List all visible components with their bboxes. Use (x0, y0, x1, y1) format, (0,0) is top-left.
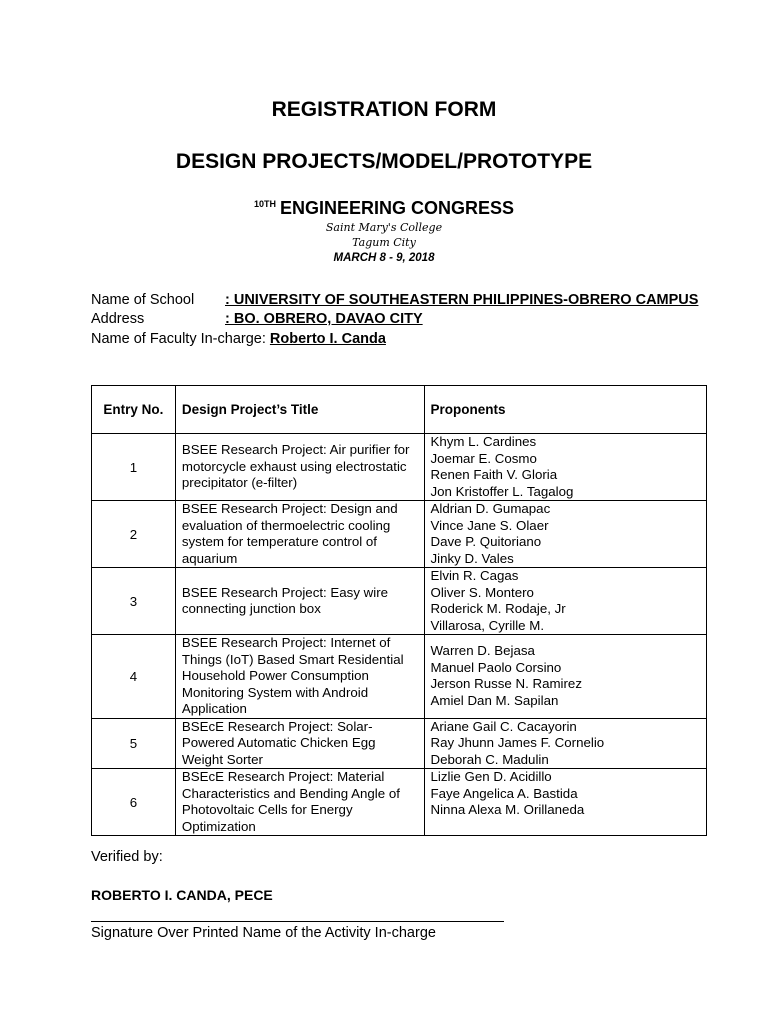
proponent: Elvin R. Cagas (430, 568, 519, 583)
proponent: Lizlie Gen D. Acidillo (430, 769, 552, 784)
proponents-cell (424, 769, 707, 836)
proponent: Villarosa, Cyrille M. (430, 617, 545, 633)
proponent: Oliver S. Montero (430, 584, 534, 600)
table-header-row (92, 386, 707, 434)
entry-number: 5 (92, 718, 176, 769)
table-row (92, 635, 707, 719)
project-title: BSEE Research Project: Air purifier for motorcycle exhaust using electrostatic precipitator (e-filter) (175, 434, 424, 501)
table-row (92, 434, 707, 501)
congress-name: ENGINEERING CONGRESS (279, 198, 515, 218)
faculty-row (91, 329, 386, 349)
project-title: BSEE Research Project: Design and evaluation of thermoelectric cooling system for temperature control of aquarium (175, 501, 424, 568)
table-row (92, 501, 707, 568)
signature-line (91, 921, 504, 922)
proponent: Warren D. Bejasa (430, 643, 535, 659)
entry-number: 2 (92, 501, 176, 568)
faculty-label: Name of Faculty In-charge: (91, 331, 266, 347)
header-title: Design Project’s Title (175, 386, 424, 434)
proponents-cell (424, 501, 707, 568)
city: Tagum City (352, 236, 416, 249)
registration-table (91, 385, 707, 836)
event-dates: MARCH 8 - 9, 2018 (333, 252, 435, 264)
proponent: Faye Angelica A. Bastida (430, 785, 578, 801)
form-title: REGISTRATION FORM (271, 98, 497, 121)
congress-heading (0, 198, 768, 219)
project-title: BSEcE Research Project: Material Characteristics and Bending Angle of Photovoltaic Cells for Energy Optimization (175, 769, 424, 836)
congress-ordinal: 10TH (253, 199, 276, 209)
proponents-cell (424, 568, 707, 635)
proponent: Joemar E. Cosmo (430, 450, 537, 466)
proponent: Roderick M. Rodaje, Jr (430, 601, 566, 616)
address-row (91, 309, 423, 329)
school-value: : UNIVERSITY OF SOUTHEASTERN PHILIPPINES-OBRERO CAMPUS (225, 292, 699, 308)
proponent: Renen Faith V. Gloria (430, 467, 558, 482)
form-subtitle: DESIGN PROJECTS/MODEL/PROTOTYPE (175, 150, 593, 173)
proponent: Deborah C. Madulin (430, 751, 549, 767)
proponents-cell (424, 635, 707, 719)
entry-number: 3 (92, 568, 176, 635)
address-value: : BO. OBRERO, DAVAO CITY (225, 311, 423, 327)
signature-caption: Signature Over Printed Name of the Activity In-charge (91, 925, 436, 941)
venue: Saint Mary's College (325, 221, 443, 234)
header-proponents: Proponents (424, 386, 707, 434)
proponent: Jinky D. Vales (430, 550, 514, 566)
proponent: Ninna Alexa M. Orillaneda (430, 802, 585, 817)
entry-number: 4 (92, 635, 176, 719)
table-row (92, 568, 707, 635)
proponent: Aldrian D. Gumapac (430, 501, 551, 516)
proponent: Amiel Dan M. Sapilan (430, 692, 559, 708)
entry-number: 1 (92, 434, 176, 501)
proponent: Vince Jane S. Olaer (430, 517, 549, 533)
project-title: BSEE Research Project: Easy wire connecting junction box (175, 568, 424, 635)
verified-label: Verified by: (91, 849, 163, 865)
entry-number: 6 (92, 769, 176, 836)
address-label: Address (91, 311, 145, 327)
proponents-cell (424, 434, 707, 501)
header-entry-no: Entry No. (92, 386, 176, 434)
proponents-cell (424, 718, 707, 769)
proponent: Ray Jhunn James F. Cornelio (430, 735, 605, 750)
proponent: Ariane Gail C. Cacayorin (430, 718, 577, 734)
project-title: BSEcE Research Project: Solar-Powered Automatic Chicken Egg Weight Sorter (175, 718, 424, 769)
table-row (92, 769, 707, 836)
proponent: Jon Kristoffer L. Tagalog (430, 483, 574, 499)
proponent: Khym L. Cardines (430, 434, 537, 449)
signer-name: ROBERTO I. CANDA, PECE (91, 887, 273, 903)
school-label: Name of School (91, 292, 195, 308)
table-row (92, 718, 707, 769)
proponent: Manuel Paolo Corsino (430, 659, 562, 675)
faculty-value: Roberto I. Canda (269, 331, 386, 347)
proponent: Dave P. Quitoriano (430, 534, 542, 549)
project-title: BSEE Research Project: Internet of Things (IoT) Based Smart Residential Household Power Consumption Monitoring System with Android Application (175, 635, 424, 719)
school-row (91, 290, 698, 310)
proponent: Jerson Russe N. Ramirez (430, 676, 582, 692)
